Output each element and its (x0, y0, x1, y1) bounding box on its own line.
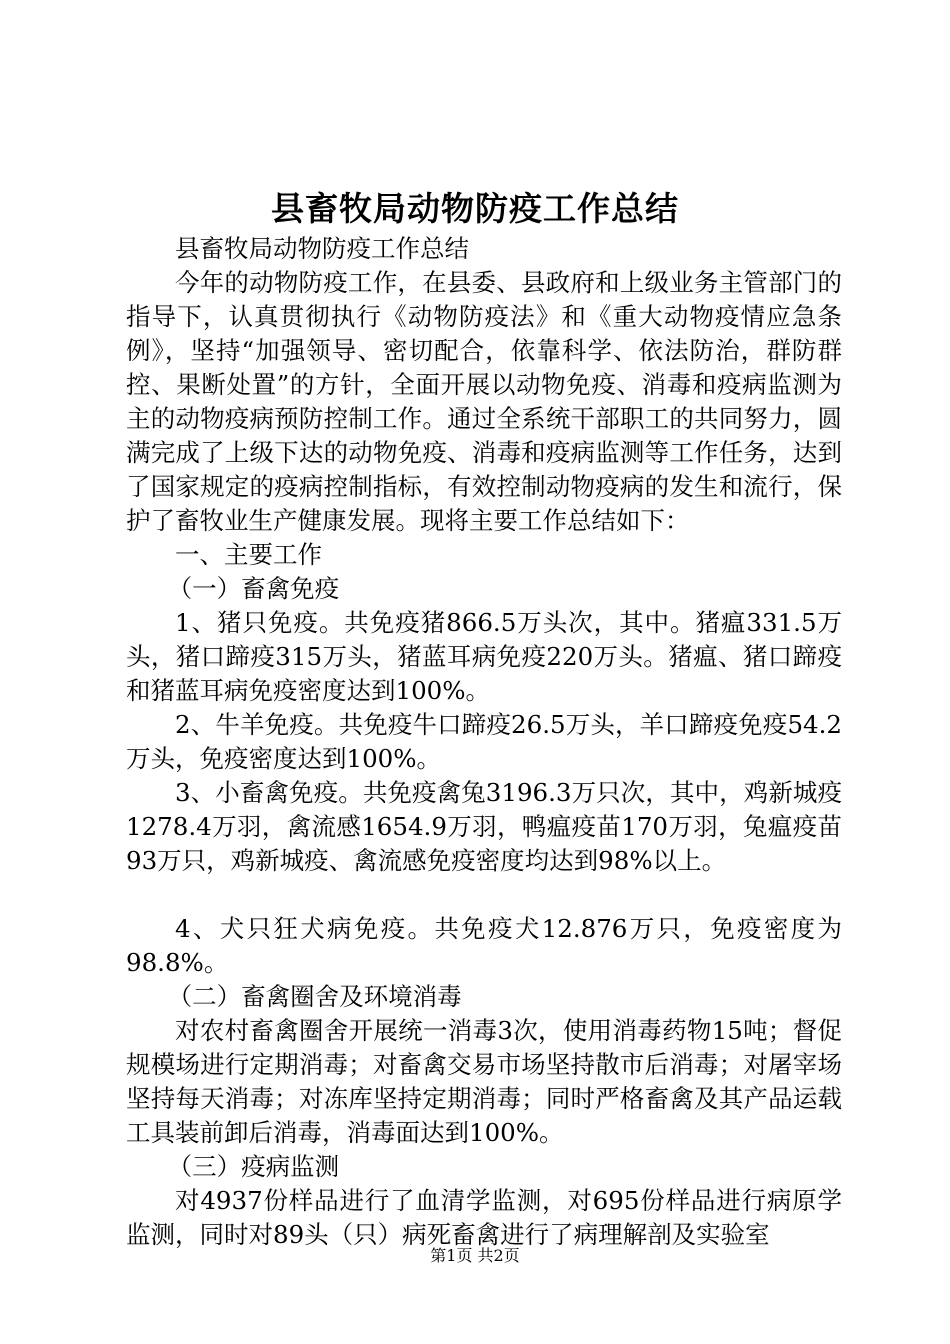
subtitle-paragraph: 县畜牧局动物防疫工作总结 (175, 234, 469, 263)
intro-paragraph: 今年的动物防疫工作，在县委、县政府和上级业务主管部门的指导下，认真贯彻执行《动物防疫法》和《重大动物疫情应急条例》，坚持“加强领导、密切配合，依靠科学、依法防治，群防群控、果断处置”的方针，全面开展以动物免疫、消毒和疫病监测为主的动物疫病预防控制工作。通过全系统干部职工的共同努力，圆满完成了上级下达的动物免疫、消毒和疫病监测等工作任务，达到了国家规定的疫病控制指标，有效控制动物疫病的发生和流行，保护了畜牧业生产健康发展。现将主要工作总结如下： (126, 268, 842, 535)
body-paragraph: 对4937份样品进行了血清学监测，对695份样品进行病原学监测，同时对89头（只）病死畜禽进行了病理解剖及实验室 (126, 1186, 842, 1249)
section-heading: 一、主要工作 (175, 540, 322, 569)
document-body (126, 232, 842, 1252)
body-paragraph: 3、小畜禽免疫。共免疫禽兔3196.3万只次，其中，鸡新城疫1278.4万羽，禽流感1654.9万羽，鸭瘟疫苗170万羽，兔瘟疫苗93万只，鸡新城疫、禽流感免疫密度均达到98%以上。 (126, 778, 842, 875)
body-paragraph: 4、犬只狂犬病免疫。共免疫犬12.876万只，免疫密度为98.8%。 (126, 914, 842, 977)
body-paragraph: 1、猪只免疫。共免疫猪866.5万头次，其中。猪瘟331.5万头，猪口蹄疫315万头，猪蓝耳病免疫220万头。猪瘟、猪口蹄疫和猪蓝耳病免疫密度达到100%。 (126, 608, 842, 705)
blank-line (126, 878, 842, 912)
subsection-heading: （一）畜禽免疫 (167, 574, 340, 603)
body-paragraph: 对农村畜禽圈舍开展统一消毒3次，使用消毒药物15吨；督促规模场进行定期消毒；对畜禽交易市场坚持散市后消毒；对屠宰场坚持每天消毒；对冻库坚持定期消毒；同时严格畜禽及其产品运载工具装前卸后消毒，消毒面达到100%。 (126, 1016, 842, 1147)
subsection-heading: （三）疫病监测 (167, 1152, 340, 1181)
subsection-heading: （二）畜禽圈舍及环境消毒 (167, 982, 462, 1011)
page-footer: 第1页 共2页 (430, 1246, 520, 1265)
body-paragraph: 2、牛羊免疫。共免疫牛口蹄疫26.5万头，羊口蹄疫免疫54.2万头，免疫密度达到100%。 (126, 710, 842, 773)
document-title: 县畜牧局动物防疫工作总结 (271, 189, 679, 228)
